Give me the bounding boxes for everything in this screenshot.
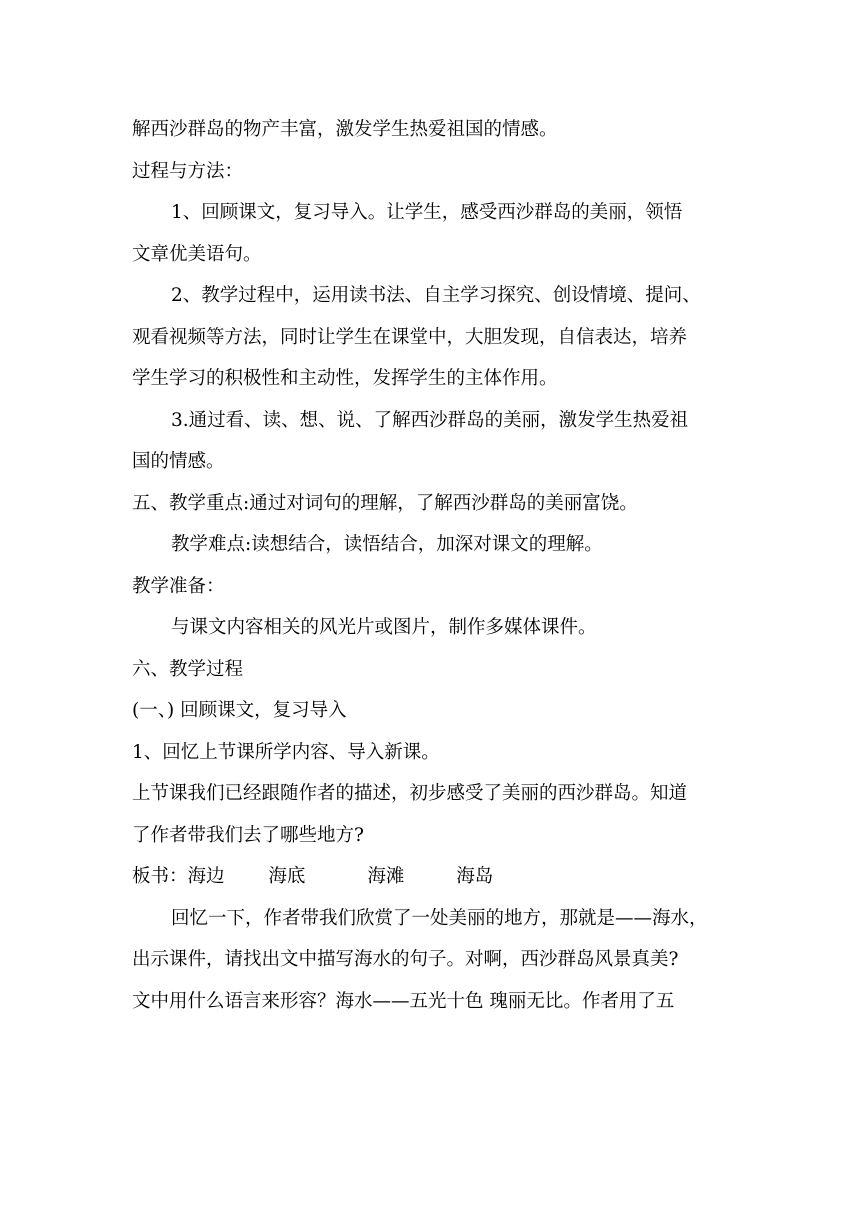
text-line-16: 1、回忆上节课所学内容、导入新课。: [132, 741, 440, 763]
text-line-22: 文中用什么语言来形容？海水——五光十色 瑰丽无比。作者用了五: [132, 990, 675, 1012]
board-item-1: 海底: [268, 866, 306, 887]
board-item-2: 海滩: [367, 866, 405, 887]
text-line-9: 国的情感。: [132, 451, 225, 472]
text-line-18: 了作者带我们去了哪些地方?: [132, 824, 364, 846]
text-line-4: 文章优美语句。: [132, 243, 262, 265]
text-line-3: 1、回顾课文，复习导入。让学生，感受西沙群岛的美丽，领悟: [171, 202, 683, 223]
text-line-21: 出示课件，请找出文中描写海水的句子。对啊，西沙群岛风景真美?: [132, 949, 679, 970]
text-line-1: 解西沙群岛的物产丰富，激发学生热爱祖国的情感。: [132, 119, 558, 140]
text-line-5: 2、教学过程中，运用读书法、自主学习探究、创设情境、提问、: [171, 285, 701, 306]
text-line-7: 学生学习的积极性和主动性，发挥学生的主体作用。: [132, 368, 558, 389]
text-line-12: 教学准备：: [132, 575, 225, 597]
text-line-11: 教学难点:读想结合，读悟结合，加深对课文的理解。: [171, 534, 603, 555]
text-line-15: (一、) 回顾课文，复习导入: [132, 700, 347, 721]
document-page: [132, 109, 742, 1022]
text-line-2: 过程与方法：: [132, 160, 244, 182]
board-label: 板书：海边: [132, 866, 225, 887]
board-line: [132, 856, 742, 898]
text-line-20: 回忆一下，作者带我们欣赏了一处美丽的地方，那就是——海水，: [171, 907, 708, 929]
text-line-17: 上节课我们已经跟随作者的描述，初步感受了美丽的西沙群岛。知道: [132, 783, 688, 804]
text-line-14: 六、教学过程: [132, 658, 244, 680]
text-line-10: 五、教学重点:通过对词句的理解，了解西沙群岛的美丽富饶。: [132, 492, 638, 514]
board-item-3: 海岛: [456, 866, 494, 887]
text-line-13: 与课文内容相关的风光片或图片，制作多媒体课件。: [171, 617, 597, 638]
text-line-6: 观看视频等方法，同时让学生在课堂中，大胆发现，自信表达，培养: [132, 326, 688, 348]
text-line-8: 3.通过看、读、想、说、了解西沙群岛的美丽，激发学生热爱祖: [171, 409, 689, 431]
